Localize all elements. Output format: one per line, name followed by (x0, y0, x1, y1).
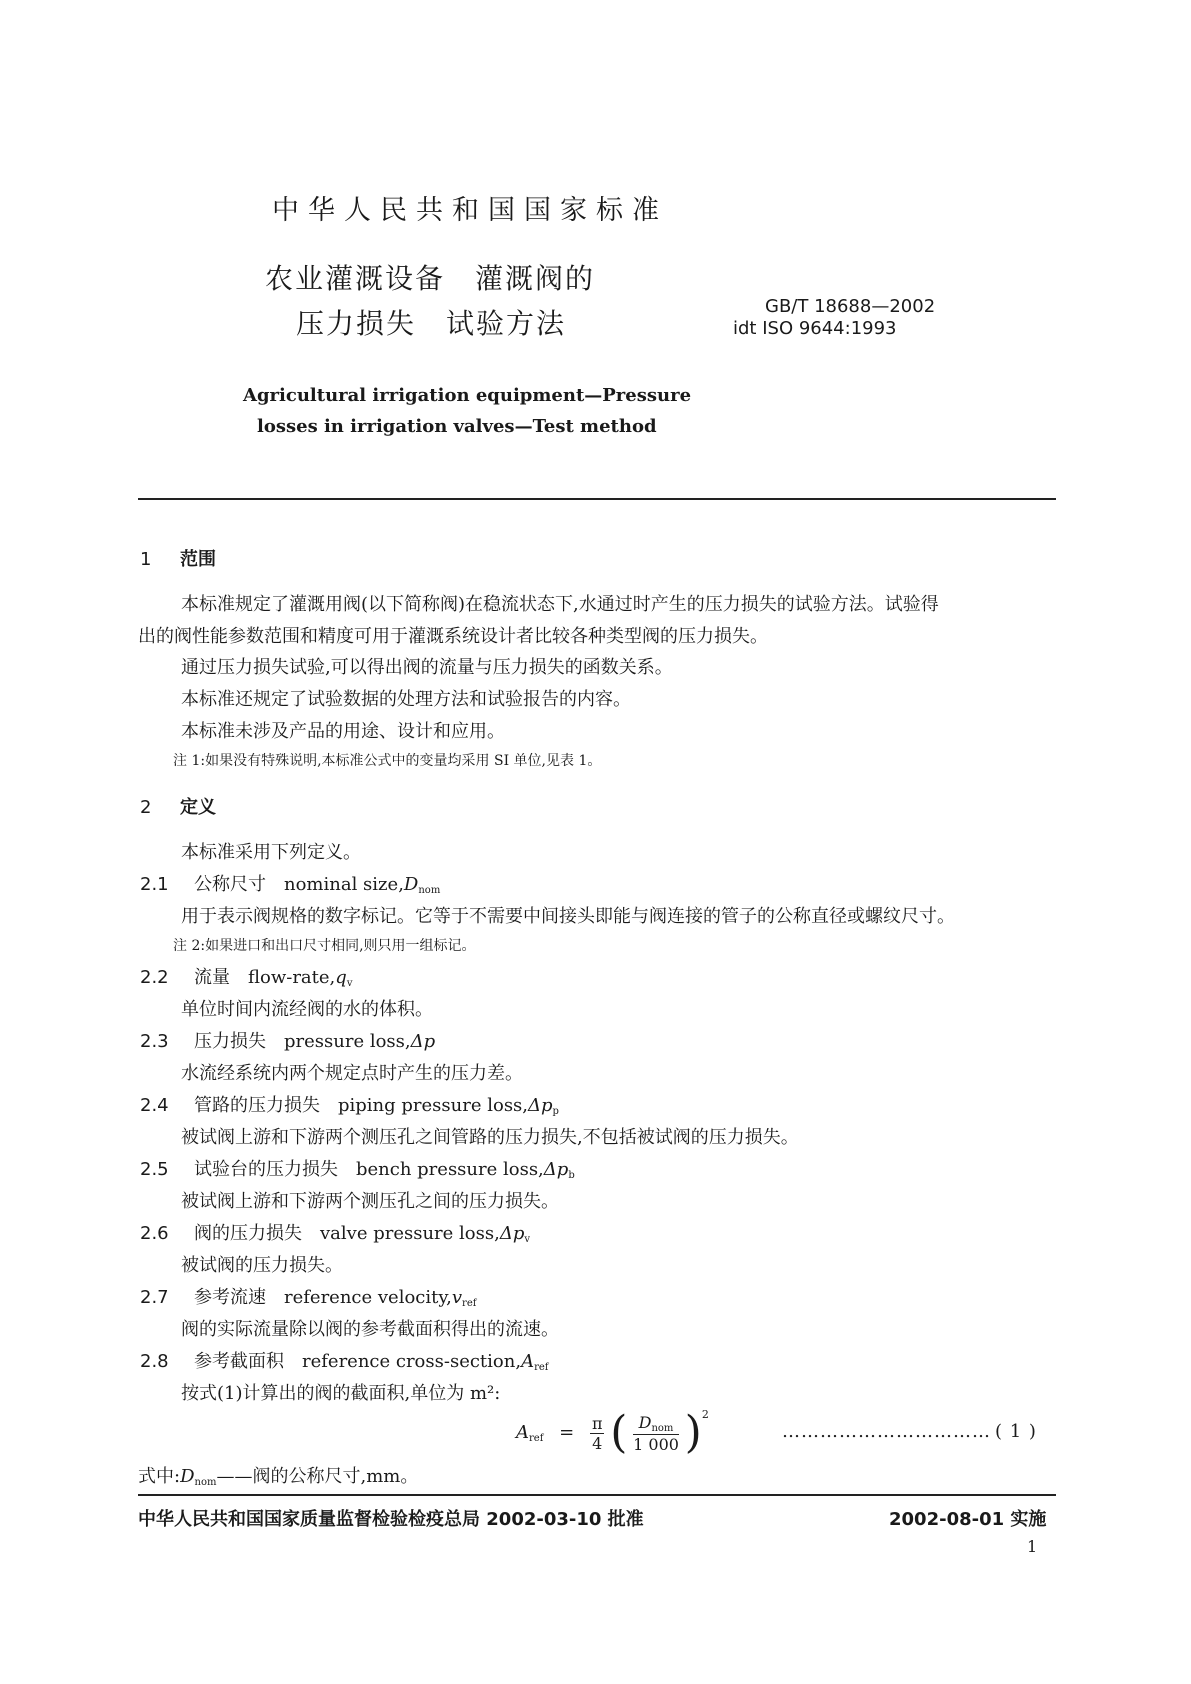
header-divider (138, 498, 1056, 500)
left-paren: ( (610, 1407, 628, 1458)
title-zh-line1: 农业灌溉设备 灌溉阀的 (265, 262, 596, 295)
page-number: 1 (1027, 1537, 1038, 1556)
def-2-6-term: 2.6 阀的压力损失 valve pressure $loss,\Delta p_v$ (140, 1223, 531, 1245)
def-2-2-desc: 单位时间内流经阀的水的体积。 (181, 999, 433, 1020)
def-2-1-term: 2.1 公称尺寸 nominal $size,D_{nom}$ (140, 874, 441, 896)
def-2-8-term: 2.8 参考截面积 reference cross-$section,A_{ref}$ (140, 1351, 549, 1373)
formula-label: …………………………… ( 1 ) (782, 1421, 1037, 1442)
s1-para1-line2: 出的阀性能参数范围和精度可用于灌溉系统设计者比较各种类型阀的压力损失。 (138, 626, 768, 647)
dnom-fraction: $\frac{D_{nom}}{1 000}$ (633, 1412, 679, 1454)
national-standard-header: 中华人民共和国国家标准 (272, 195, 668, 226)
right-paren: ) (684, 1407, 702, 1458)
s2-intro: 本标准采用下列定义。 (181, 842, 361, 863)
title-en-line1: Agricultural irrigation equipment—Pressure (243, 385, 692, 406)
s1-para3: 本标准还规定了试验数据的处理方法和试验报告的内容。 (181, 689, 631, 710)
title-zh-line2: 压力损失 试验方法 (296, 307, 567, 340)
def-2-4-desc: 被试阀上游和下游两个测压孔之间管路的压力损失,不包括被试阀的压力损失。 (181, 1127, 799, 1148)
s1-note1: 注 1:如果没有特殊说明,本标准公式中的变量均采用 SI 单位,见表 1。 (173, 753, 602, 769)
def-2-6-desc: 被试阀的压力损失。 (181, 1255, 343, 1276)
def-2-4-term: 2.4 管路的压力损失 piping pressure $loss,\Delta p_p$ (140, 1095, 559, 1117)
def-2-5-term: 2.5 试验台的压力损失 bench pressure $loss,\Delta p_b$ (140, 1159, 575, 1181)
def-2-3-desc: 水流经系统内两个规定点时产生的压力差。 (181, 1063, 523, 1084)
section-2-heading: 2 定义 (140, 797, 216, 818)
effective-date: 2002-08-01 实施 (889, 1509, 1047, 1530)
def-2-1-desc: 用于表示阀规格的数字标记。它等于不需要中间接头即能与阀连接的管子的公称直径或螺纹尺寸。 (181, 906, 955, 927)
formula-1: $A_{ref}$ = $\frac{\pi}{4}$ ( $\frac{D_{nom}}{1 000}$ )$^2$ (516, 1407, 709, 1458)
standard-code: GB/T 18688—2002 (765, 296, 936, 317)
approval-line: 中华人民共和国国家质量监督检验检疫总局 2002-03-10 批准 (138, 1509, 644, 1530)
title-en-line2: losses in irrigation valves—Test method (257, 416, 657, 437)
def-2-7-term: 2.7 参考流速 reference $velocity,v_{ref}$ (140, 1287, 477, 1309)
s1-para2: 通过压力损失试验,可以得出阀的流量与压力损失的函数关系。 (181, 657, 673, 678)
where-clause: 式中$:D_{nom}——$阀的公称尺寸,mm。 (138, 1466, 419, 1488)
def-2-3-term: 2.3 压力损失 pressure loss,Δp (140, 1031, 436, 1052)
footer-divider (138, 1494, 1056, 1496)
def-2-1-note: 注 2:如果进口和出口尺寸相同,则只用一组标记。 (173, 938, 476, 954)
s1-para4: 本标准未涉及产品的用途、设计和应用。 (181, 721, 505, 742)
s1-para1-line1: 本标准规定了灌溉用阀(以下简称阀)在稳流状态下,水通过时产生的压力损失的试验方法。试验得 (181, 594, 939, 615)
def-2-2-term: 2.2 流量 flow-$rate,q_v$ (140, 967, 353, 989)
pi-over-four: $\frac{\pi}{4}$ (591, 1413, 603, 1453)
iso-equivalent: idt ISO 9644:1993 (733, 318, 897, 339)
def-2-8-desc: 按式(1)计算出的阀的截面积,单位为 m²: (181, 1383, 501, 1404)
def-2-7-desc: 阀的实际流量除以阀的参考截面积得出的流速。 (181, 1319, 559, 1340)
section-1-heading: 1 范围 (140, 549, 216, 570)
def-2-5-desc: 被试阀上游和下游两个测压孔之间的压力损失。 (181, 1191, 559, 1212)
